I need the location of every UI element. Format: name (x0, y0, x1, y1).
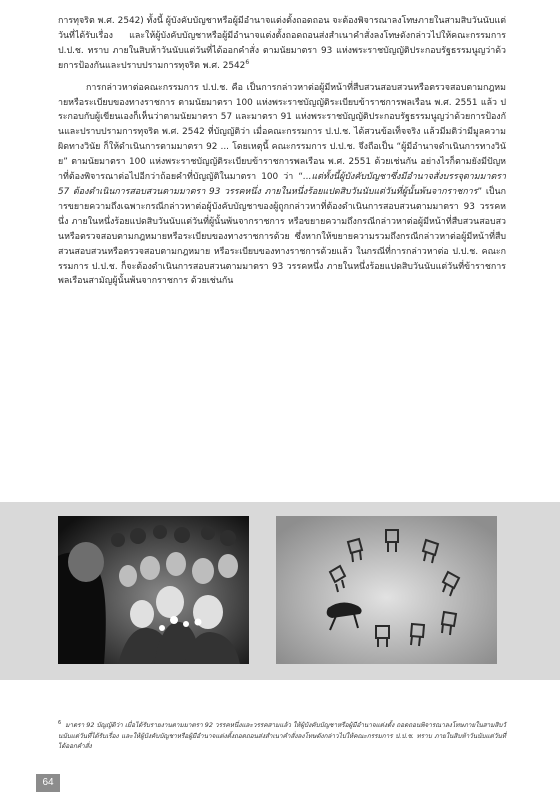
body-text (58, 14, 506, 296)
audience-photo-illustration (58, 516, 249, 664)
footnote-text: มาตรา 92 บัญญัติว่า เมื่อได้รับรายงานตามมาตรา 92 วรรคหนึ่งและวรรคสามแล้ว ให้ผู้บังคับบัญชาหรือผู้มีอำนาจแต่งตั้ง ถอดถอนพิจารณาลงโทษภายในสามสิบวันนับแต่วันที่ได้รับเรื่อง และให้ผู้บังคับบัญชาหรือผู้มีอำนาจแต่งตั้งถอดถอนส่งสำเนาคำสั่งลงโทษดังกล่าวไปให้คณะกรรมการ ป.ป.ช. ทราบ ภายในสิบห้าวันนับแต่วันที่ได้ออกคำสั่ง (58, 721, 506, 751)
chairs-photo (276, 516, 497, 664)
chairs-photo-illustration (276, 516, 497, 664)
audience-photo (58, 516, 249, 664)
footnote-reference: 6 (245, 58, 250, 66)
paragraph-1: การทุจริต พ.ศ. 2542) ทั้งนี้ ผู้บังคับบัญชาหรือผู้มีอำนาจแต่งตั้งถอดถอน จะต้องพิจารณาลงโทษภายในสามสิบวันนับแต่วันที่ได้รับเรื่อง และให้ผู้บังคับบัญชาหรือผู้มีอำนาจแต่งตั้งถอดถอนส่งสำเนาคำสั่งลงโทษดังกล่าวไปให้คณะกรรมการ ป.ป.ช. ทราบ ภายในสิบห้าวันนับแต่วันที่ได้ออกคำสั่ง ตามนัยมาตรา 93 แห่งพระราชบัญญัติประกอบรัฐธรรมนูญว่าด้วยการป้องกันและปราบปรามการทุจริต พ.ศ. 2542$^6$ (58, 16, 506, 71)
page-number: 64 (36, 774, 60, 792)
paragraph-2: การกล่าวหาต่อคณะกรรมการ ป.ป.ช. คือ เป็นการกล่าวหาต่อผู้มีหน้าที่สืบสวนสอบสวนหรือตรวจสอบตามกฎหมายหรือระเบียบของทางราชการ ตามนัยมาตรา 100 แห่งพระราชบัญญัติระเบียบข้าราชการพลเรือน พ.ศ. 2551 แล้ว ประกอบกับผู้เขียนเองก็เห็นว่าตามนัยมาตรา 57 และมาตรา 91 แห่งพระราชบัญญัติประกอบรัฐธรรมนูญว่าด้วยการป้องกันและปราบปรามการทุจริต พ.ศ. 2542 ที่บัญญัติว่า เมื่อคณะกรรมการ ป.ป.ช. ได้สวนข้อเท็จจริง แล้วมีมติว่ามีมูลความผิดทางวินัย ก็ให้ดำเนินการตามมาตรา 92 ... โดยเหตุนี้ คณะกรรมการ ป.ป.ช. จึงถือเป็น “ผู้มีอำนาจดำเนินการทางวินัย” ตามนัยมาตรา 100 แห่งพระราชบัญญัติระเบียบข้าราชการพลเรือน พ.ศ. 2551 ด้วยเช่นกัน อย่างไรก็ตามยังมีปัญหาที่ต้องพิจารณาต่อไปอีกว่าถ้อยคำที่บัญญัติในมาตรา 100 ว่า “...แต่ทั้งนี้ผู้บังคับบัญชาซึ่งมีอำนาจสั่งบรรจุตามมาตรา 57 ต้องดำเนินการสอบสวนตามมาตรา 93 วรรคหนึ่ง ภายในหนึ่งร้อยแปดสิบวันนับแต่วันที่ผู้นั้นพ้นจากราชการ” เป็นการขยายความถึงเฉพาะกรณีกล่าวหาต่อผู้บังคับบัญชาของผู้ถูกกล่าวหาที่ต้องดำเนินการสอบสวนตามมาตรา 93 วรรคหนึ่ง ภายในหนึ่งร้อยแปดสิบวันนับแต่วันที่ผู้นั้นพ้นจากราชการ หรือขยายความถึงกรณีกล่าวหาต่อผู้มีหน้าที่สืบสวนสอบสวนหรือตรวจสอบตามกฎหมายหรือระเบียบของทางราชการด้วย ซึ่งหากให้ขยายความรวมถึงกรณีกล่าวหาต่อผู้มีหน้าที่สืบสวนสอบสวนหรือตรวจสอบตามกฎหมาย หรือระเบียบของทางราชการด้วยแล้ว ในกรณีที่การกล่าวหาต่อ ป.ป.ช. คณะกรรมการ ป.ป.ช. ก็จะต้องดำเนินการสอบสวนตามมาตรา 93 วรรคหนึ่ง ภายในหนึ่งร้อยแปดสิบวันนับแต่วันที่ข้าราชการพลเรือนสามัญผู้นั้นพ้นจากราชการ ด้วยเช่นกัน (58, 82, 507, 287)
footnote (58, 718, 506, 752)
quoted-provision: ...แต่ทั้งนี้ผู้บังคับบัญชาซึ่งมีอำนาจสั่งบรรจุตามมาตรา 57 ต้องดำเนินการสอบสวนตามมาตรา 93 วรรคหนึ่ง ภายในหนึ่งร้อยแปดสิบวันนับแต่วันที่ผู้นั้นพ้นจากราชการ (58, 172, 506, 197)
footnote-mark: 6 (58, 720, 62, 726)
